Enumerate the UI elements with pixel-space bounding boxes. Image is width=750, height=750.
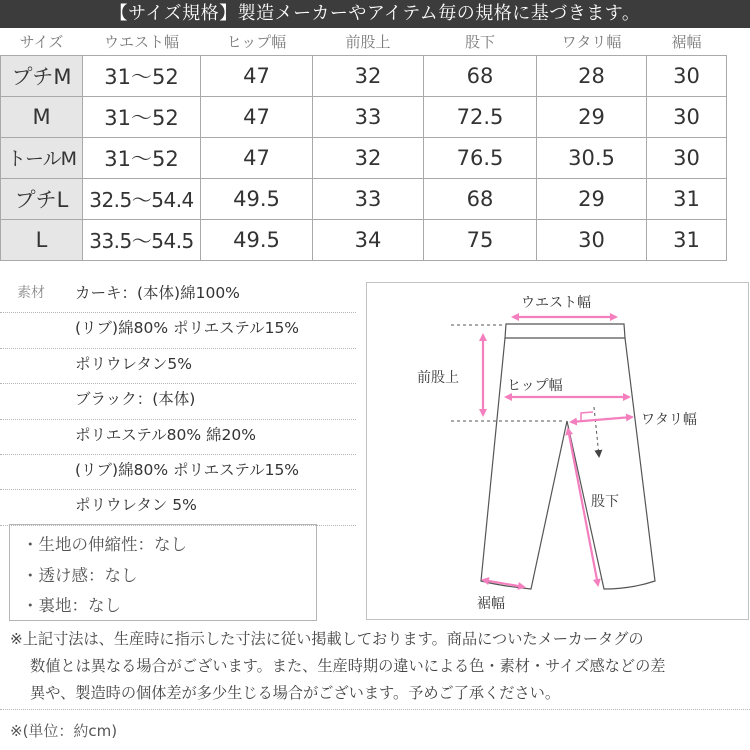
table-header-row [1, 28, 727, 55]
table-row [1, 137, 727, 178]
divider [0, 709, 750, 710]
hem-cell: 30 [647, 137, 727, 178]
column-header-front-rise: 前股上 [345, 32, 391, 51]
disclaimer-line: 数値とは異なる場合がございます。また、生産時期の違いによる色・素材・サイズ感などの差 [30, 657, 666, 675]
disclaimer-line: ※上記寸法は、生産時に指示した寸法に従い掲載しております。商品についたメーカータグの [10, 630, 644, 648]
hem-cell: 30 [647, 96, 727, 137]
front-rise-cell: 33 [313, 178, 424, 219]
material-text: ポリウレタン5% [75, 354, 192, 373]
materials-list [0, 278, 356, 526]
waist-cell: 31〜52 [83, 55, 201, 96]
materials-label: 素材 [17, 285, 45, 301]
material-row [0, 420, 356, 455]
column-header-inseam: 股下 [464, 32, 495, 51]
material-text: カーキ：(本体)綿100% [75, 284, 240, 302]
front-rise-cell: 32 [313, 55, 424, 96]
thigh-label: ワタリ幅 [641, 412, 697, 428]
thigh-cell: 29 [537, 178, 647, 219]
material-text: ポリエステル80% 綿20% [75, 425, 256, 444]
waist-cell: 31〜52 [83, 137, 201, 178]
thigh-cell: 28 [537, 55, 647, 96]
hip-cell: 47 [201, 96, 313, 137]
material-row [0, 490, 356, 525]
inseam-label: 股下 [591, 494, 619, 510]
column-header-hip: ヒップ幅 [226, 32, 287, 51]
hem-cell: 30 [647, 55, 727, 96]
column-header-hem: 裾幅 [671, 32, 702, 51]
unit-note: ※(単位：約cm) [10, 722, 118, 740]
hip-cell: 49.5 [201, 219, 313, 260]
thigh-cell: 29 [537, 96, 647, 137]
size-cell: L [1, 219, 83, 260]
material-text: (リブ)綿80% ポリエステル15% [75, 319, 300, 338]
hip-cell: 47 [201, 55, 313, 96]
hem-label: 裾幅 [477, 596, 505, 612]
column-header-thigh: ワタリ幅 [561, 32, 622, 51]
front-rise-cell: 34 [313, 219, 424, 260]
hem-cell: 31 [647, 219, 727, 260]
column-header-size: サイズ [19, 32, 64, 51]
waist-cell: 32.5〜54.4 [83, 178, 201, 219]
hip-cell: 47 [201, 137, 313, 178]
column-header-waist: ウエスト幅 [103, 32, 179, 51]
material-text: ポリウレタン 5% [75, 496, 197, 515]
front-rise-cell: 33 [313, 96, 424, 137]
hem-cell: 31 [647, 178, 727, 219]
inseam-cell: 68 [424, 178, 537, 219]
material-row [0, 278, 356, 313]
size-table [0, 28, 727, 261]
front-rise-cell: 32 [313, 137, 424, 178]
inseam-cell: 72.5 [424, 96, 537, 137]
inseam-cell: 75 [424, 219, 537, 260]
front-rise-label: 前股上 [417, 370, 459, 386]
inseam-cell: 76.5 [424, 137, 537, 178]
table-row [1, 178, 727, 219]
material-text: ブラック：(本体) [75, 390, 196, 409]
table-row [1, 55, 727, 96]
waist-cell: 31〜52 [83, 96, 201, 137]
material-row [0, 349, 356, 384]
material-row [0, 384, 356, 419]
table-row [1, 96, 727, 137]
size-cell: プチL [1, 178, 83, 219]
material-row [0, 455, 356, 490]
hip-cell: 49.5 [201, 178, 313, 219]
hip-label: ヒップ幅 [507, 378, 563, 394]
waist-cell: 33.5〜54.5 [83, 219, 201, 260]
stretch-note: ・生地の伸縮性：なし [22, 535, 187, 554]
inseam-cell: 68 [424, 55, 537, 96]
fabric-notes-box [9, 524, 317, 621]
lining-note: ・裏地：なし [22, 596, 121, 615]
size-cell: トールM [1, 137, 83, 178]
thigh-cell: 30.5 [537, 137, 647, 178]
size-cell: プチM [1, 55, 83, 96]
disclaimer-line: 異や、製造時の個体差が多少生じる場合がございます。予めご了承ください。 [30, 684, 561, 702]
page-title: 【サイズ規格】製造メーカーやアイテム毎の規格に基づきます。 [0, 0, 750, 28]
material-row [0, 313, 356, 348]
material-text: (リブ)綿80% ポリエステル15% [75, 460, 300, 479]
waist-label: ウエスト幅 [521, 295, 591, 311]
table-row [1, 219, 727, 260]
size-cell: M [1, 96, 83, 137]
pants-diagram-icon [367, 283, 750, 621]
sheerness-note: ・透け感：なし [22, 566, 138, 585]
thigh-cell: 30 [537, 219, 647, 260]
measurement-diagram [366, 282, 749, 620]
disclaimer [10, 626, 745, 707]
